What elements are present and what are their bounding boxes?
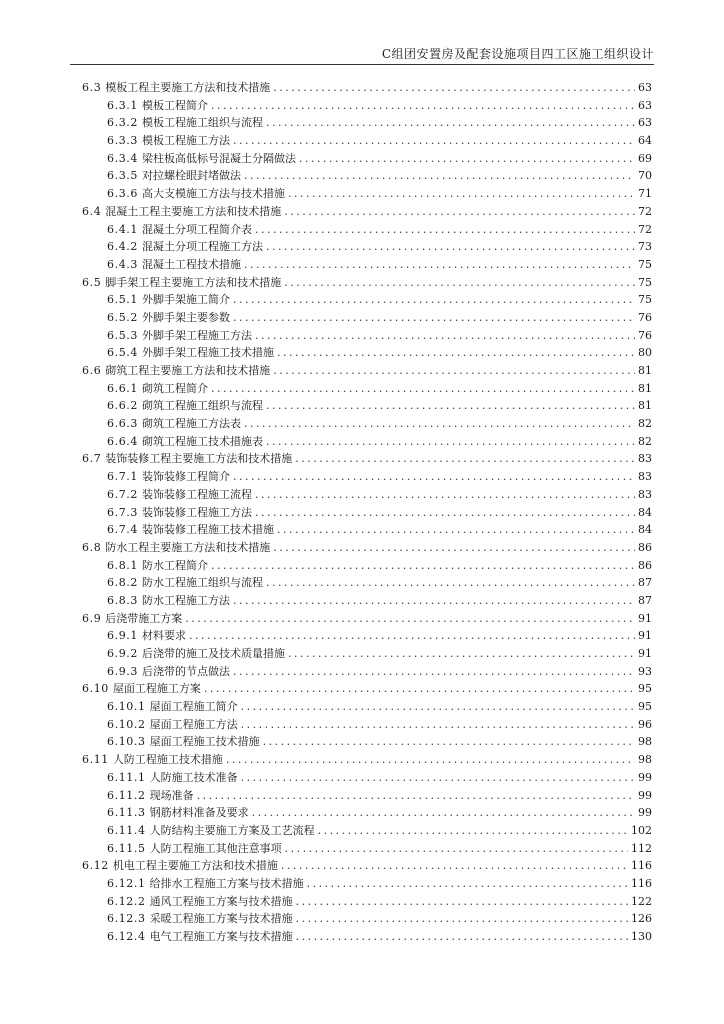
- toc-entry-title: 屋面工程施工简介: [149, 700, 238, 714]
- toc-page-number: 91: [638, 647, 652, 660]
- toc-page-number: 63: [638, 81, 652, 94]
- toc-entry-title: 砌筑工程施工组织与流程: [142, 399, 263, 413]
- toc-entry-title: 装饰装修工程施工技术措施: [142, 523, 274, 537]
- toc-page-number: 116: [631, 859, 652, 873]
- toc-entry-title: 模板工程简介: [142, 98, 208, 112]
- toc-entry-number: 6.11: [82, 753, 109, 767]
- toc-leader-dots: [263, 733, 635, 751]
- toc-entry-number: 6.9.3: [107, 664, 138, 678]
- toc-entry-title: 混凝土工程技术措施: [142, 257, 241, 271]
- toc-leader-dots: [189, 627, 635, 645]
- toc-entry-number: 6.10.2: [107, 717, 146, 731]
- toc-entry[interactable]: [82, 787, 652, 805]
- toc-page-number: 76: [638, 310, 652, 324]
- toc-entry-title: 装饰装修工程施工方法: [142, 505, 252, 519]
- toc-page-number: 96: [638, 717, 652, 731]
- toc-entry[interactable]: [82, 97, 652, 115]
- toc-leader-dots: [296, 928, 628, 946]
- toc-page-number: 69: [638, 151, 652, 165]
- toc-page-number: 82: [638, 434, 652, 448]
- toc-entry-title: 钢筋材料准备及要求: [149, 806, 249, 820]
- toc-leader-dots: [284, 274, 635, 292]
- header-divider: [70, 64, 654, 65]
- toc-page-number: 98: [638, 735, 652, 749]
- toc-entry[interactable]: [82, 840, 652, 858]
- toc-page-number: 63: [638, 116, 652, 130]
- toc-entry-title: 砌筑工程施工方法表: [142, 417, 241, 431]
- toc-entry-number: 6.7.3: [107, 505, 138, 519]
- toc-page-number: 98: [638, 753, 652, 767]
- toc-page-number: 75: [638, 257, 652, 271]
- toc-entry[interactable]: [82, 804, 652, 822]
- toc-page-number: 93: [638, 664, 652, 678]
- toc-leader-dots: [255, 327, 635, 345]
- toc-entry-number: 6.8.3: [107, 593, 138, 607]
- toc-leader-dots: [244, 256, 635, 274]
- toc-page-number: 99: [638, 806, 652, 820]
- toc-entry[interactable]: [82, 221, 652, 239]
- toc-entry-number: 6.6.2: [107, 399, 138, 413]
- toc-page-number: 95: [638, 682, 652, 696]
- toc-entry-number: 6.6: [82, 364, 102, 377]
- toc-entry-number: 6.8.2: [107, 576, 138, 590]
- toc-leader-dots: [233, 663, 635, 681]
- toc-entry[interactable]: [82, 380, 652, 398]
- toc-leader-dots: [285, 840, 628, 858]
- toc-page-number: 82: [638, 417, 652, 431]
- toc-leader-dots: [318, 822, 628, 840]
- toc-entry-number: 6.3.1: [107, 98, 138, 112]
- toc-entry-number: 6.11.4: [107, 823, 146, 837]
- toc-page-number: 83: [638, 487, 652, 501]
- toc-entry-title: 采暖工程施工方案与技术措施: [149, 912, 293, 926]
- toc-leader-dots: [241, 769, 635, 787]
- toc-entry-title: 装饰装修工程主要施工方法和技术措施: [105, 452, 293, 466]
- toc-entry-title: 模板工程主要施工方法和技术措施: [105, 81, 271, 94]
- toc-entry-title: 材料要求: [142, 629, 186, 643]
- toc-leader-dots: [241, 698, 635, 716]
- toc-entry-title: 防水工程主要施工方法和技术措施: [105, 540, 271, 554]
- toc-entry[interactable]: [82, 327, 652, 345]
- toc-entry-title: 外脚手架主要参数: [142, 310, 230, 324]
- toc-entry[interactable]: [82, 769, 652, 787]
- toc-page-number: 99: [638, 770, 652, 784]
- toc-page-number: 71: [638, 187, 652, 201]
- toc-entry[interactable]: [82, 167, 652, 185]
- toc-leader-dots: [244, 415, 635, 433]
- toc-entry-title: 混凝土分项工程施工方法: [142, 240, 263, 254]
- toc-entry[interactable]: [82, 468, 652, 486]
- toc-entry-title: 装饰装修工程施工流程: [142, 487, 252, 501]
- toc-entry[interactable]: [82, 362, 652, 380]
- toc-entry-title: 防水工程施工组织与流程: [142, 576, 263, 590]
- toc-leader-dots: [266, 238, 635, 256]
- toc-leader-dots: [273, 539, 635, 557]
- toc-page-number: 83: [638, 470, 652, 484]
- toc-page-number: 75: [638, 293, 652, 307]
- toc-page-number: 72: [638, 222, 652, 236]
- toc-page-number: 112: [631, 841, 652, 855]
- toc-entry-title: 屋面工程施工方法: [149, 717, 238, 731]
- toc-entry[interactable]: [82, 857, 652, 875]
- page-header: C组团安置房及配套设施项目四工区施工组织设计: [381, 47, 654, 61]
- toc-entry[interactable]: [82, 504, 652, 522]
- toc-entry-number: 6.11.2: [107, 788, 146, 802]
- toc-entry-title: 防水工程施工方法: [142, 593, 230, 607]
- toc-leader-dots: [244, 167, 635, 185]
- toc-page-number: 64: [638, 134, 652, 148]
- toc-leader-dots: [277, 344, 635, 362]
- toc-entry-title: 砌筑工程施工技术措施表: [142, 434, 263, 448]
- toc-leader-dots: [211, 380, 635, 398]
- toc-leader-dots: [233, 468, 635, 486]
- toc-entry-number: 6.12.2: [107, 894, 146, 908]
- toc-entry-number: 6.4.2: [107, 240, 138, 254]
- toc-entry-number: 6.3.3: [107, 134, 138, 148]
- toc-entry-number: 6.4.3: [107, 257, 138, 271]
- toc-entry-number: 6.7.4: [107, 523, 138, 537]
- toc-entry-number: 6.12: [82, 859, 109, 873]
- toc-leader-dots: [266, 114, 635, 132]
- toc-entry[interactable]: [82, 645, 652, 663]
- toc-entry-title: 现场准备: [149, 788, 194, 802]
- toc-leader-dots: [197, 787, 635, 805]
- toc-entry-title: 混凝土分项工程简介表: [142, 222, 252, 236]
- toc-entry[interactable]: [82, 238, 652, 256]
- toc-entry-number: 6.5: [82, 275, 102, 289]
- toc-entry-title: 人防工程施工其他注意事项: [149, 841, 282, 855]
- toc-page-number: 116: [631, 876, 652, 890]
- toc-page-number: 84: [638, 523, 652, 537]
- toc-page-number: 95: [638, 700, 652, 714]
- toc-page-number: 73: [638, 240, 652, 254]
- toc-entry-number: 6.7.2: [107, 487, 138, 501]
- toc-entry-title: 混凝土工程主要施工方法和技术措施: [105, 204, 282, 218]
- toc-page-number: 63: [638, 98, 652, 112]
- toc-entry-title: 脚手架工程主要施工方法和技术措施: [105, 275, 282, 289]
- toc-page-number: 76: [638, 328, 652, 342]
- toc-page-number: 84: [638, 505, 652, 519]
- toc-entry-title: 后浇带的施工及技术质量措施: [142, 647, 285, 660]
- toc-entry[interactable]: [82, 203, 652, 221]
- toc-page-number: 81: [638, 381, 652, 395]
- toc-leader-dots: [226, 751, 635, 769]
- toc-leader-dots: [233, 291, 635, 309]
- toc-entry-title: 外脚手架工程施工方法: [142, 328, 252, 342]
- toc-leader-dots: [255, 221, 635, 239]
- table-of-contents: [82, 79, 652, 946]
- toc-entry-number: 6.12.1: [107, 876, 146, 890]
- toc-entry[interactable]: [82, 663, 652, 681]
- toc-entry[interactable]: [82, 486, 652, 504]
- toc-leader-dots: [233, 309, 635, 327]
- toc-entry-title: 人防结构主要施工方案及工艺流程: [149, 823, 315, 837]
- toc-entry-number: 6.5.2: [107, 310, 138, 324]
- toc-entry-title: 通风工程施工方案与技术措施: [149, 894, 293, 908]
- toc-entry[interactable]: [82, 450, 652, 468]
- toc-entry[interactable]: [82, 910, 652, 928]
- toc-page-number: 91: [638, 611, 652, 625]
- toc-entry[interactable]: [82, 539, 652, 557]
- toc-entry[interactable]: [82, 291, 652, 309]
- toc-entry[interactable]: [82, 698, 652, 716]
- toc-entry[interactable]: [82, 574, 652, 592]
- toc-entry-title: 梁柱板高低标号混凝土分隔做法: [142, 151, 296, 165]
- toc-leader-dots: [266, 397, 635, 415]
- toc-leader-dots: [273, 79, 635, 97]
- toc-entry-number: 6.11.1: [107, 770, 146, 784]
- toc-entry[interactable]: [82, 150, 652, 168]
- toc-entry-number: 6.4: [82, 204, 102, 218]
- toc-entry-title: 人防施工技术准备: [149, 770, 238, 784]
- toc-leader-dots: [296, 910, 628, 928]
- toc-entry-number: 6.5.4: [107, 346, 138, 360]
- toc-entry-number: 6.3.4: [107, 151, 138, 165]
- toc-entry-number: 6.5.1: [107, 293, 138, 307]
- toc-entry[interactable]: [82, 716, 652, 734]
- toc-entry[interactable]: [82, 928, 652, 946]
- toc-entry[interactable]: [82, 132, 652, 150]
- toc-entry-title: 给排水工程施工方案与技术措施: [149, 876, 304, 890]
- toc-entry-number: 6.3.2: [107, 116, 138, 130]
- toc-entry-number: 6.3.6: [107, 187, 138, 201]
- toc-entry-title: 电气工程施工方案与技术措施: [149, 930, 293, 943]
- toc-entry-title: 外脚手架工程施工技术措施: [142, 346, 274, 360]
- toc-entry-title: 装饰装修工程简介: [142, 470, 230, 484]
- toc-entry[interactable]: [82, 274, 652, 292]
- toc-entry[interactable]: [82, 415, 652, 433]
- toc-page-number: 91: [638, 629, 652, 643]
- toc-page-number: 86: [638, 558, 652, 572]
- toc-entry[interactable]: [82, 893, 652, 911]
- toc-entry[interactable]: [82, 397, 652, 415]
- toc-leader-dots: [252, 804, 635, 822]
- toc-entry[interactable]: [82, 557, 652, 575]
- toc-leader-dots: [255, 486, 635, 504]
- toc-entry-title: 对拉螺栓眼封堵做法: [142, 169, 241, 183]
- toc-entry-title: 人防工程施工技术措施: [112, 753, 223, 767]
- toc-entry[interactable]: [82, 610, 652, 628]
- toc-entry[interactable]: [82, 114, 652, 132]
- toc-page-number: 80: [638, 346, 652, 360]
- toc-entry-title: 砌筑工程主要施工方法和技术措施: [105, 364, 271, 377]
- toc-entry-number: 6.10.3: [107, 735, 146, 749]
- toc-entry[interactable]: [82, 185, 652, 203]
- toc-entry[interactable]: [82, 875, 652, 893]
- toc-entry-number: 6.12.4: [107, 930, 146, 943]
- toc-entry[interactable]: [82, 751, 652, 769]
- toc-leader-dots: [288, 645, 635, 663]
- toc-leader-dots: [284, 203, 635, 221]
- toc-page-number: 130: [631, 930, 652, 943]
- toc-entry-title: 机电工程主要施工方法和技术措施: [112, 859, 278, 873]
- toc-leader-dots: [241, 716, 635, 734]
- toc-entry-title: 高大支模施工方法与技术措施: [142, 187, 285, 201]
- toc-page-number: 122: [631, 894, 652, 908]
- toc-page-number: 102: [631, 823, 652, 837]
- toc-entry-number: 6.7: [82, 452, 102, 466]
- toc-page-number: 87: [638, 576, 652, 590]
- toc-leader-dots: [211, 557, 635, 575]
- toc-leader-dots: [204, 680, 635, 698]
- toc-entry-title: 屋面工程施工技术措施: [149, 735, 260, 749]
- toc-entry[interactable]: [82, 344, 652, 362]
- toc-entry-number: 6.12.3: [107, 912, 146, 926]
- toc-entry-title: 防水工程简介: [142, 558, 208, 572]
- toc-page-number: 81: [638, 399, 652, 413]
- toc-entry[interactable]: [82, 733, 652, 751]
- toc-entry-number: 6.6.3: [107, 417, 138, 431]
- toc-page-number: 75: [638, 275, 652, 289]
- toc-entry-number: 6.10.1: [107, 700, 146, 714]
- toc-entry-title: 后浇带的节点做法: [142, 664, 230, 678]
- toc-entry-number: 6.5.3: [107, 328, 138, 342]
- toc-page-number: 99: [638, 788, 652, 802]
- toc-entry-number: 6.3.5: [107, 169, 138, 183]
- toc-entry-title: 屋面工程施工方案: [112, 682, 201, 696]
- toc-entry-number: 6.7.1: [107, 470, 138, 484]
- toc-entry-number: 6.6.4: [107, 434, 138, 448]
- toc-entry-number: 6.9: [82, 611, 102, 625]
- toc-leader-dots: [295, 450, 635, 468]
- toc-leader-dots: [185, 610, 635, 628]
- toc-entry[interactable]: [82, 627, 652, 645]
- toc-entry-title: 砌筑工程简介: [142, 381, 208, 395]
- toc-leader-dots: [288, 185, 635, 203]
- toc-leader-dots: [266, 433, 635, 451]
- toc-entry-number: 6.8: [82, 540, 102, 554]
- toc-entry-number: 6.8.1: [107, 558, 138, 572]
- toc-entry-number: 6.4.1: [107, 222, 138, 236]
- toc-leader-dots: [281, 857, 628, 875]
- toc-entry-title: 后浇带施工方案: [105, 611, 183, 625]
- toc-entry[interactable]: [82, 433, 652, 451]
- toc-entry-title: 外脚手架施工简介: [142, 293, 230, 307]
- toc-leader-dots: [273, 362, 635, 380]
- toc-entry-number: 6.3: [82, 81, 102, 94]
- toc-entry-title: 模板工程施工方法: [142, 134, 230, 148]
- toc-entry[interactable]: [82, 822, 652, 840]
- toc-page-number: 126: [631, 912, 652, 926]
- toc-page-number: 83: [638, 452, 652, 466]
- toc-entry-number: 6.9.1: [107, 629, 138, 643]
- toc-entry[interactable]: [82, 592, 652, 610]
- toc-entry[interactable]: [82, 256, 652, 274]
- toc-leader-dots: [211, 97, 635, 115]
- toc-entry[interactable]: [82, 79, 652, 97]
- toc-entry[interactable]: [82, 680, 652, 698]
- toc-leader-dots: [296, 893, 628, 911]
- toc-entry-number: 6.10: [82, 682, 109, 696]
- toc-leader-dots: [266, 574, 635, 592]
- toc-leader-dots: [233, 592, 635, 610]
- toc-entry-title: 模板工程施工组织与流程: [142, 116, 263, 130]
- toc-page-number: 86: [638, 540, 652, 554]
- toc-leader-dots: [233, 132, 635, 150]
- toc-entry-number: 6.9.2: [107, 647, 138, 660]
- toc-page-number: 70: [638, 169, 652, 183]
- toc-entry[interactable]: [82, 309, 652, 327]
- toc-leader-dots: [277, 521, 635, 539]
- toc-entry-number: 6.11.3: [107, 806, 146, 820]
- toc-entry-number: 6.11.5: [107, 841, 146, 855]
- toc-page-number: 81: [638, 364, 652, 377]
- toc-page-number: 72: [638, 204, 652, 218]
- toc-entry-number: 6.6.1: [107, 381, 138, 395]
- toc-page-number: 87: [638, 593, 652, 607]
- toc-leader-dots: [307, 875, 628, 893]
- toc-leader-dots: [299, 150, 635, 168]
- toc-entry[interactable]: [82, 521, 652, 539]
- toc-leader-dots: [255, 504, 635, 522]
